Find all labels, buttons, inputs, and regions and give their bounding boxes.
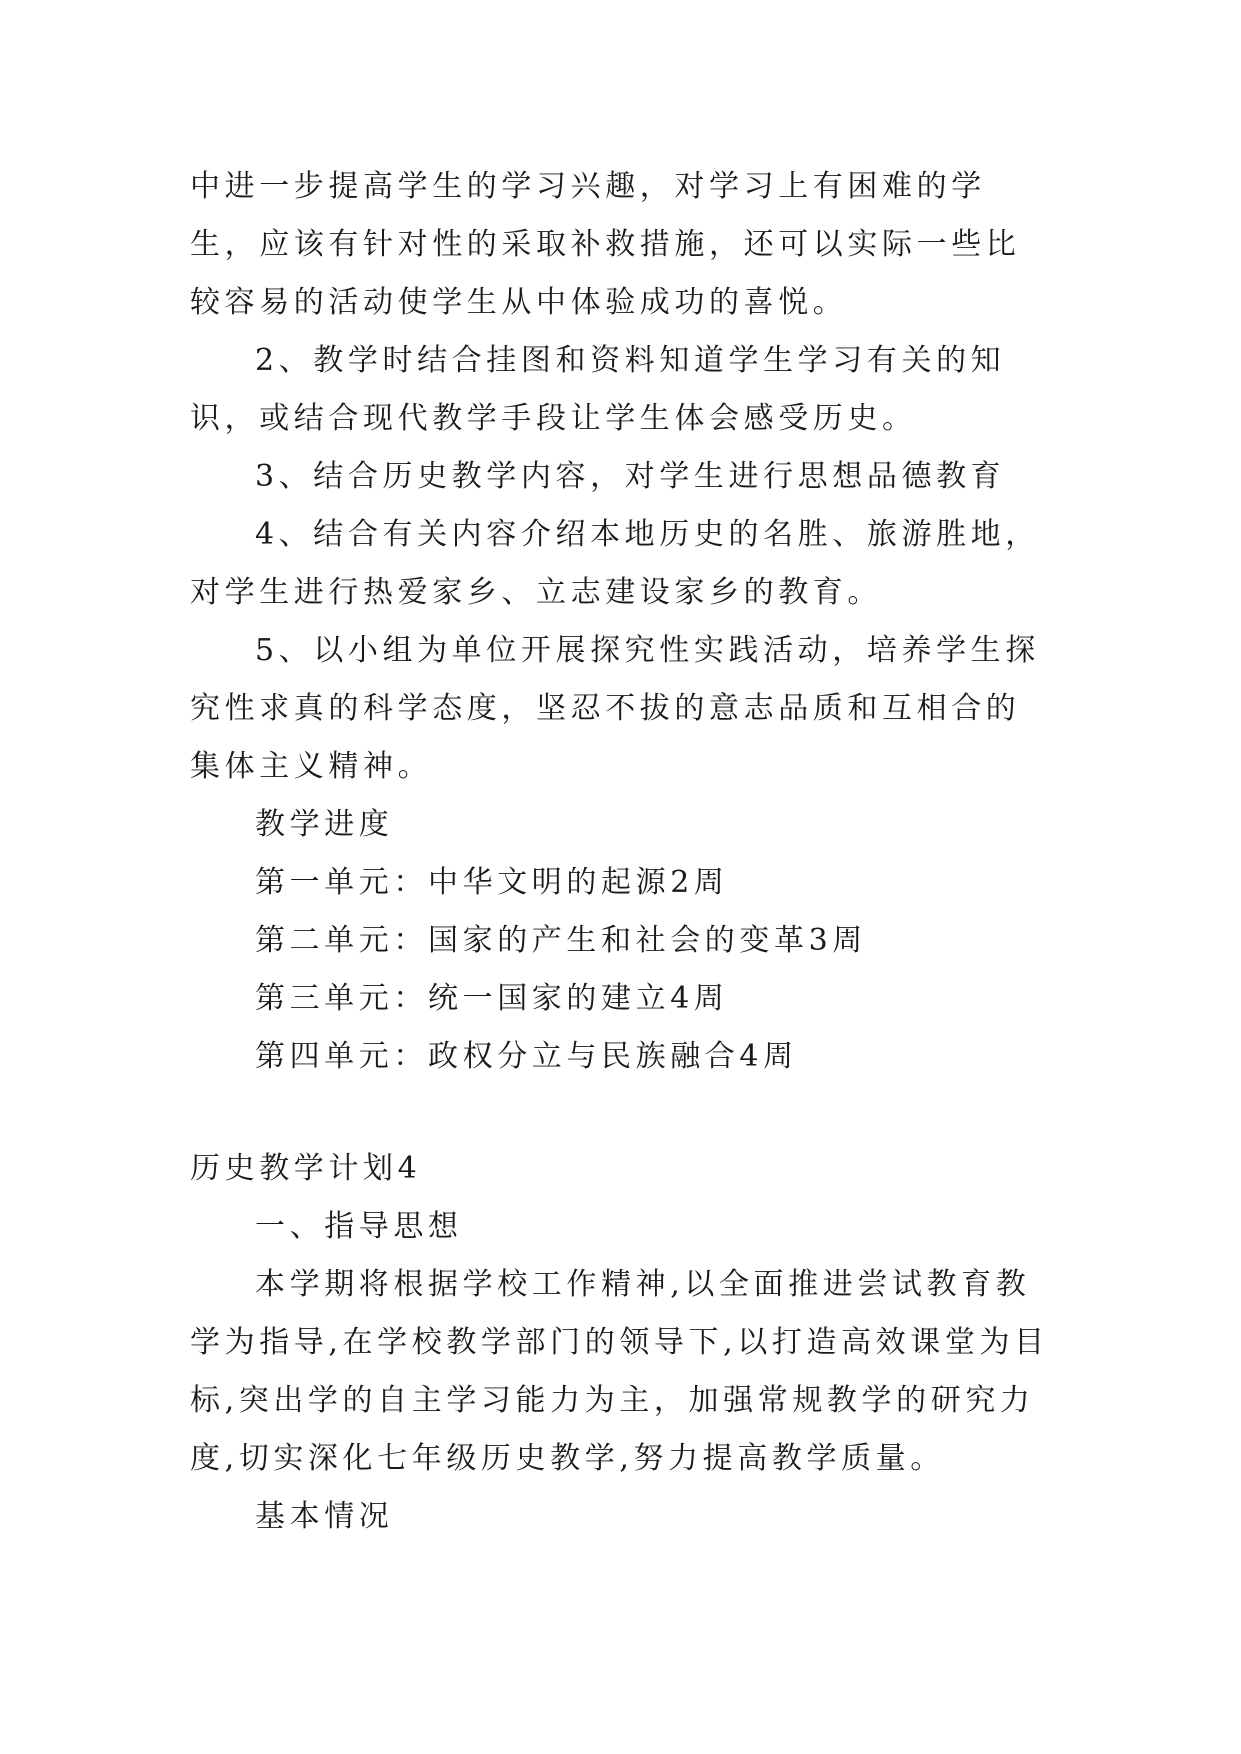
unit-3: 第三单元：统一国家的建立4周 (255, 981, 729, 1016)
paragraph-item-2: 2、教学时结合挂图和资料知道学生学习有关的知识，或结合现代教学手段让学生体会感受历史。 (190, 343, 1006, 436)
teaching-progress-heading: 教学进度 (255, 807, 394, 842)
paragraph-item-4: 4、结合有关内容介绍本地历史的名胜、旅游胜地，对学生进行热爱家乡、立志建设家乡的教育。 (190, 517, 1040, 610)
unit-1: 第一单元：中华文明的起源2周 (255, 865, 729, 900)
section-title: 历史教学计划4 (190, 1151, 422, 1186)
section-spacer (190, 1086, 1050, 1140)
paragraph-item-5: 5、以小组为单位开展探究性实践活动，培养学生探究性求真的科学态度，坚忍不拔的意志品质和互相合的集体主义精神。 (190, 633, 1040, 784)
guiding-thought-paragraph: 本学期将根据学校工作精神,以全面推进尝试教育教学为指导,在学校教学部门的领导下,以打造高效课堂为目标,突出学的自主学习能力为主，加强常规教学的研究力度,切实深化七年级历史教学,努力提高教学质量。 (190, 1267, 1049, 1476)
paragraph-item-3: 3、结合历史教学内容，对学生进行思想品德教育 (255, 459, 1006, 494)
paragraph-continued: 中进一步提高学生的学习兴趣，对学习上有困难的学生，应该有针对性的采取补救措施，还可以实际一些比较容易的活动使学生从中体验成功的喜悦。 (190, 169, 1021, 320)
guiding-thought-heading: 一、指导思想 (255, 1209, 463, 1244)
basic-situation-heading: 基本情况 (255, 1499, 394, 1534)
document-body (190, 158, 1050, 1546)
unit-4: 第四单元：政权分立与民族融合4周 (255, 1039, 798, 1074)
unit-2: 第二单元：国家的产生和社会的变革3周 (255, 923, 867, 958)
